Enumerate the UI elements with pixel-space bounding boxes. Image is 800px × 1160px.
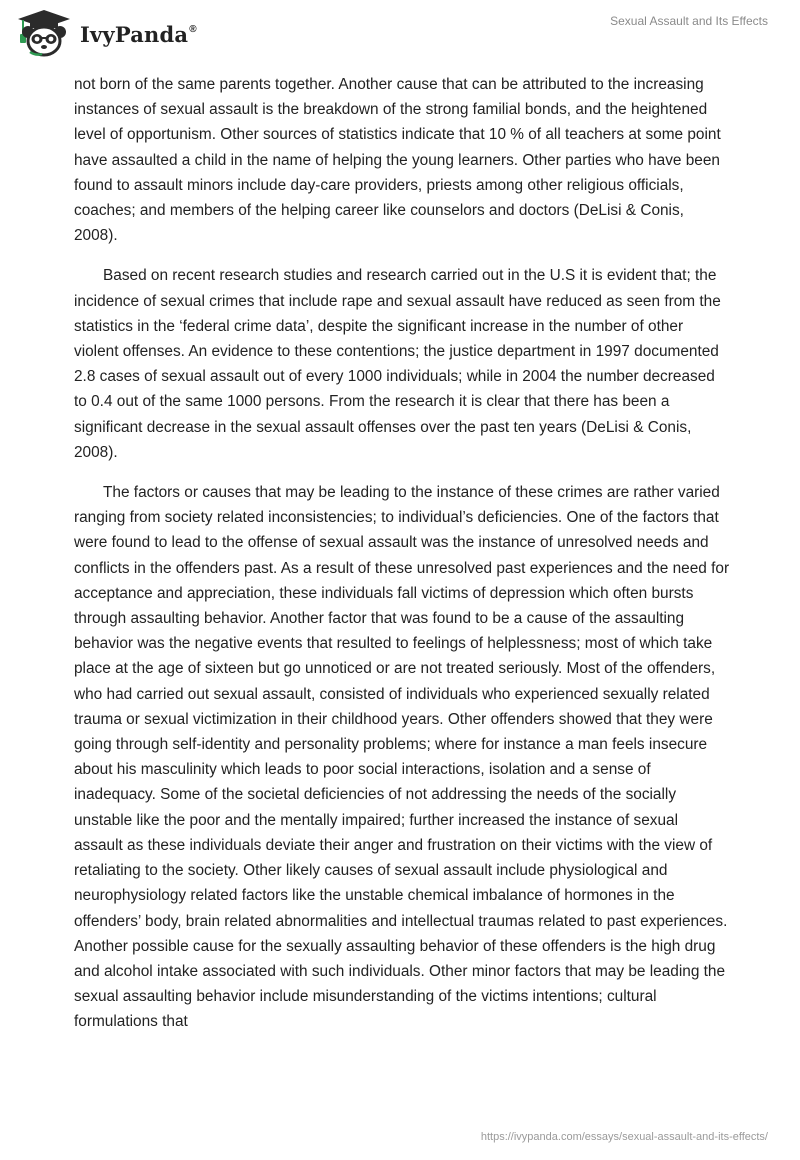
panda-graduation-cap-icon [16,8,72,58]
page-header [0,0,800,66]
brand-name-text: IvyPanda [80,21,189,47]
paragraph-2: Based on recent research studies and research carried out in the U.S it is evident that; the incidence of sexual crimes that include rape and sexual assault have reduced as seen from the statistics in the ‘federal crime data’, despite the significant increase in the number of other violent offenses. An evidence to these contentions; the justice department in 1997 documented 2.8 cases of sexual assault out of every 1000 individuals; while in 2004 the number decreased to 0.4 out of the same 1000 persons. From the research it is clear that there has been a significant decrease in the sexual assault offenses over the past ten years (DeLisi & Conis, 2008). [74,267,721,461]
source-url[interactable]: https://ivypanda.com/essays/sexual-assault-and-its-effects/ [480,1131,768,1143]
registered-mark: ® [189,23,197,35]
essay-body [74,72,730,1050]
brand-name [80,22,197,47]
paragraph-1: not born of the same parents together. Another cause that can be attributed to the increasing instances of sexual assault is the breakdown of the strong familial bonds, and the heightened level of opportunism. Other sources of statistics indicate that 10 % of all teachers at some point have assaulted a child in the name of helping the young learners. Other parties who have been found to assault minors include day-care providers, priests among other religious officials, coaches; and members of the helping career like counselors and doctors (DeLisi & Conis, 2008). [74,76,721,245]
paragraph-3: The factors or causes that may be leading to the instance of these crimes are rather varied ranging from society related inconsistencies; to individual’s deficiencies. One of the factors that were found to lead to the offense of sexual assault was the instance of unresolved needs and conflicts in the offenders past. As a result of these unresolved past experiences and the need for acceptance and appreciation, these individuals fall victims of depression which often bursts through assaulting behavior. Another factor that was found to be a cause of the assaulting behavior was the negative events that resulted to feelings of helplessness; most of which take place at the age of sixteen but go unnoticed or are not treated seriously. Most of the offenders, who had carried out sexual assault, consisted of individuals who experienced sexually related trauma or sexual victimization in their childhood years. Other offenders showed that they were going through self-identity and personality problems; where for instance a man feels insecure about his masculinity which leads to poor social interactions, isolation and a sense of inadequacy. Some of the societal deficiencies of not addressing the needs of the socially unstable like the poor and the mentally impaired; further increased the instance of sexual assault as these individuals deviate their anger and frustration on their victims with the view of retaliating to the society. Other likely causes of sexual assault include physiological and neurophysiology related factors like the unstable chemical imbalance of hormones in the offenders’ body, brain related abnormalities and intellectual traumas related to past experiences. Another possible cause for the sexually assaulting behavior of these offenders is the high drug and alcohol intake associated with such individuals. Other minor factors that may be leading the sexual assaulting behavior include misunderstanding of the victims intentions; cultural formulations that [74,484,730,1031]
document-title: Sexual Assault and Its Effects [610,14,768,28]
brand-logo[interactable] [16,6,197,60]
